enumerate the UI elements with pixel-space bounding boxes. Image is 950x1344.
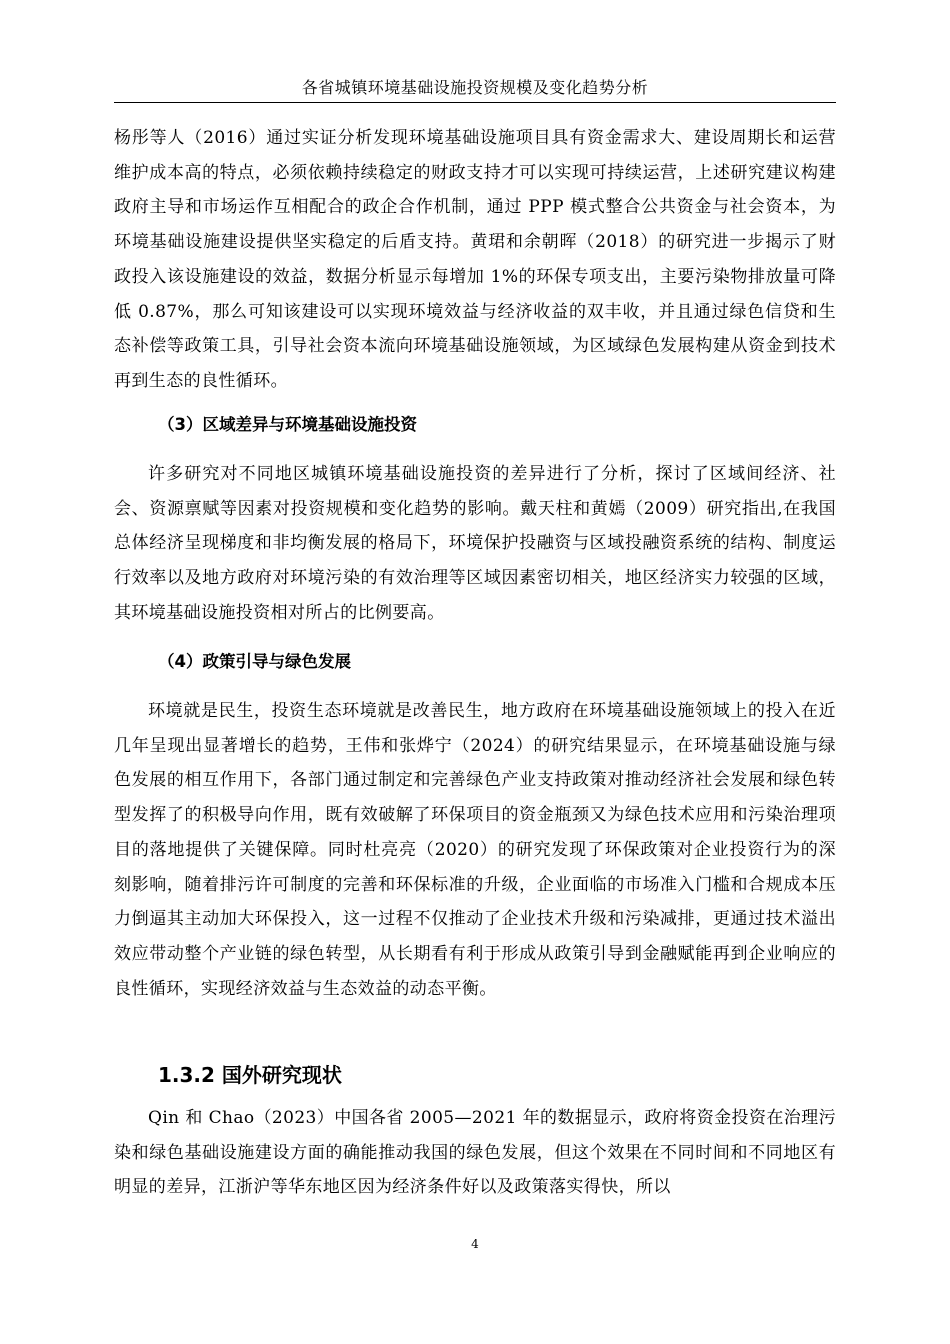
section-heading-foreign-research: 1.3.2 国外研究现状	[158, 1063, 342, 1087]
paragraph-regional-differences: 许多研究对不同地区城镇环境基础设施投资的差异进行了分析，探讨了区域间经济、社会、资源禀赋等因素对投资规模和变化趋势的影响。戴天柱和黄嫣（2009）研究指出,在我国总体经济呈现梯度和非均衡发展的格局下，环境保护投融资与区域投融资系统的结构、制度运行效率以及地方政府对环境污染的有效治理等区域因素密切相关，地区经济实力较强的区域，其环境基础设施投资相对所占的比例要高。	[114, 464, 836, 623]
paragraph-funding-studies: 杨彤等人（2016）通过实证分析发现环境基础设施项目具有资金需求大、建设周期长和运营维护成本高的特点，必须依赖持续稳定的财政支持才可以实现可持续运营，上述研究建议构建政府主导和市场运作互相配合的政企合作机制，通过 PPP 模式整合公共资金与社会资本，为环境基础设施建设提供坚实稳定的后盾支持。黄珺和余朝晖（2018）的研究进一步揭示了财政投入该设施建设的效益，数据分析显示每增加 1%的环保专项支出，主要污染物排放量可降低 0.87%，那么可知该建设可以实现环境效益与经济收益的双丰收，并且通过绿色信贷和生态补偿等政策工具，引导社会资本流向环境基础设施领域，为区域绿色发展构建从资金到技术再到生态的良性循环。	[114, 128, 836, 391]
paragraph-policy-guidance: 环境就是民生，投资生态环境就是改善民生，地方政府在环境基础设施领域上的投入在近几年呈现出显著增长的趋势，王伟和张烨宁（2024）的研究结果显示，在环境基础设施与绿色发展的相互作用下，各部门通过制定和完善绿色产业支持政策对推动经济社会发展和绿色转型发挥了的积极导向作用，既有效破解了环保项目的资金瓶颈又为绿色技术应用和污染治理项目的落地提供了关键保障。同时杜亮亮（2020）的研究发现了环保政策对企业投资行为的深刻影响，随着排污许可制度的完善和环保标准的升级，企业面临的市场准入门槛和合规成本压力倒逼其主动加大环保投入，这一过程不仅推动了企业技术升级和污染减排，更通过技术溢出效应带动整个产业链的绿色转型，从长期看有利于形成从政策引导到金融赋能再到企业响应的良性循环，实现经济效益与生态效益的动态平衡。	[114, 701, 836, 999]
running-header: 各省城镇环境基础设施投资规模及变化趋势分析	[114, 74, 836, 103]
paragraph-foreign-research: Qin 和 Chao（2023）中国各省 2005—2021 年的数据显示，政府将资金投资在治理污染和绿色基础设施建设方面的确能推动我国的绿色发展，但这个效果在不同时间和不同地区有明显的差异，江浙沪等华东地区因为经济条件好以及政策落实得快，所以	[114, 1108, 836, 1198]
subheading-policy-guidance: （4）政策引导与绿色发展	[158, 652, 351, 671]
subheading-regional-differences: （3）区域差异与环境基础设施投资	[158, 415, 417, 434]
page-number: 4	[471, 1237, 479, 1251]
